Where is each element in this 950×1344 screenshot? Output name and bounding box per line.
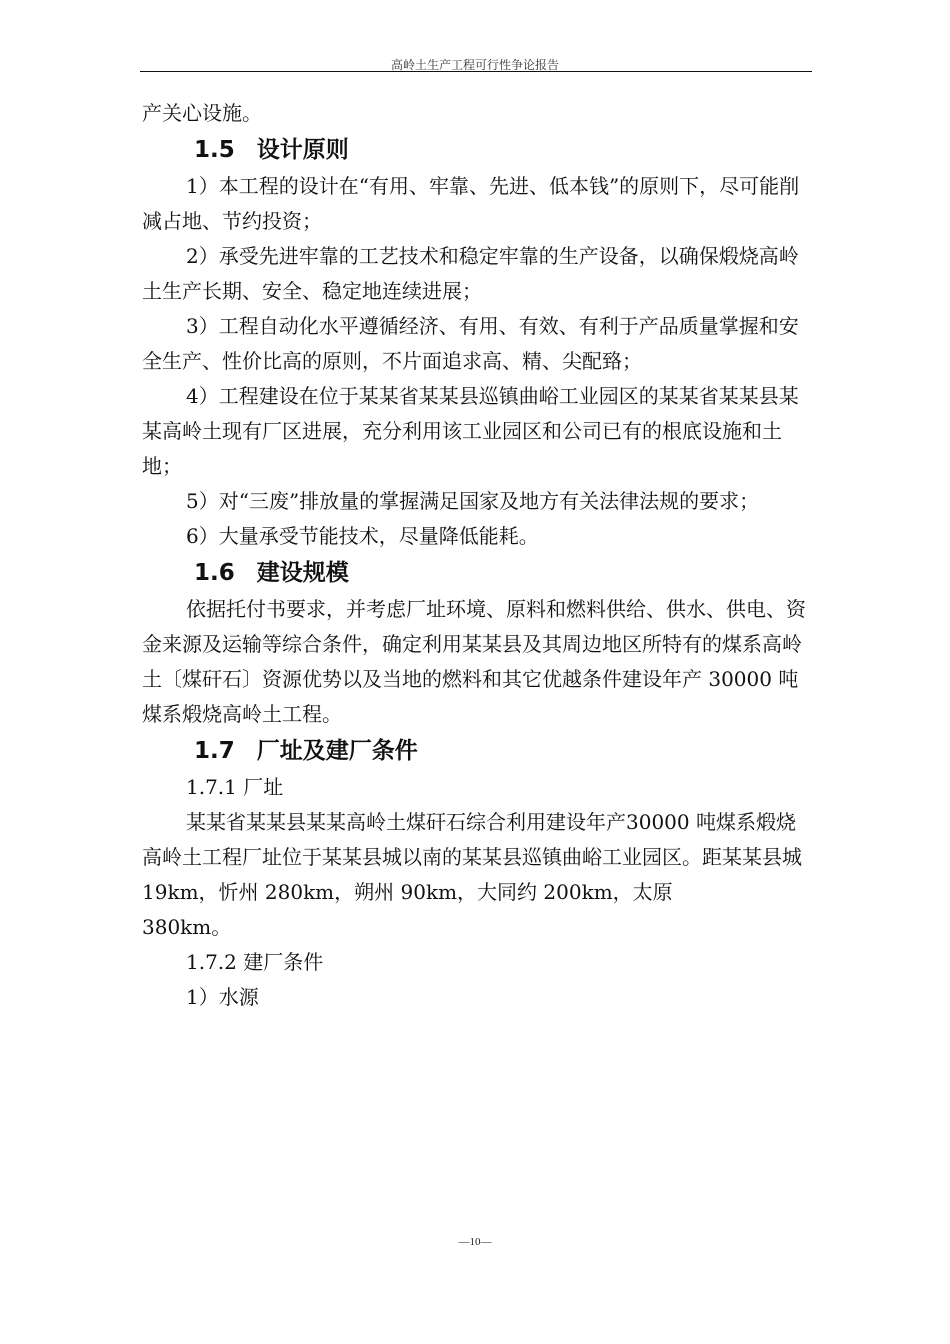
section-number: 1.5 [194,137,235,163]
paragraph: 某某省某某县某某高岭土煤矸石综合利用建设年产30000 吨煤系煅烧高岭土工程厂址位于某某县城以南的某某县巡镇曲峪工业园区。距某某县城 19km，忻州 280km，朔州 90km，大同约 200km，太原 [142,810,802,904]
subsection-title-1-7-1: 1.7.1 厂址 [186,775,284,799]
section-title: 设计原则 [256,137,349,163]
list-item: 5）对“三废”排放量的掌握满足国家及地方有关法律法规的要求； [186,489,760,513]
list-item: 3）工程自动化水平遵循经济、有用、有效、有利于产品质量掌握和安全生产、性价比高的原则，不片面追求高、精、尖配臵； [142,314,799,373]
paragraph-continuation: 产关心设施。 [142,101,262,125]
section-heading-1-6 [142,554,814,592]
paragraph: 依据托付书要求，并考虑厂址环境、原料和燃料供给、供水、供电、资金来源及运输等综合条件，确定利用某某县及其周边地区所特有的煤系高岭土〔煤矸石〕资源优势以及当地的燃料和其它优越条件建设年产 30000 吨煤系煅烧高岭土工程。 [142,597,806,726]
list-item: 1）本工程的设计在“有用、牢靠、先进、低本钱”的原则下，尽可能削减占地、节约投资； [142,174,800,233]
list-item: 1）水源 [186,985,259,1009]
paragraph-continuation: 380km。 [142,915,232,939]
subsection-title-1-7-2: 1.7.2 建厂条件 [186,950,324,974]
list-item: 6）大量承受节能技术，尽量降低能耗。 [186,524,539,548]
section-heading-1-7 [142,732,814,770]
section-number: 1.7 [194,738,235,764]
header-divider [140,71,812,72]
section-number: 1.6 [194,560,235,586]
section-title: 建设规模 [256,560,349,586]
page-number: —10— [458,1236,492,1248]
running-header: 高岭土生产工程可行性争论报告 [390,58,559,72]
list-item: 2）承受先进牢靠的工艺技术和稳定牢靠的生产设备，以确保煅烧高岭土生产长期、安全、稳定地连续进展； [142,244,799,303]
section-heading-1-5 [142,131,814,169]
list-item: 4）工程建设在位于某某省某某县巡镇曲峪工业园区的某某省某某县某某高岭土现有厂区进展，充分利用该工业园区和公司已有的根底设施和土地； [142,384,799,478]
section-title: 厂址及建厂条件 [256,738,418,764]
document-body [142,96,814,1015]
